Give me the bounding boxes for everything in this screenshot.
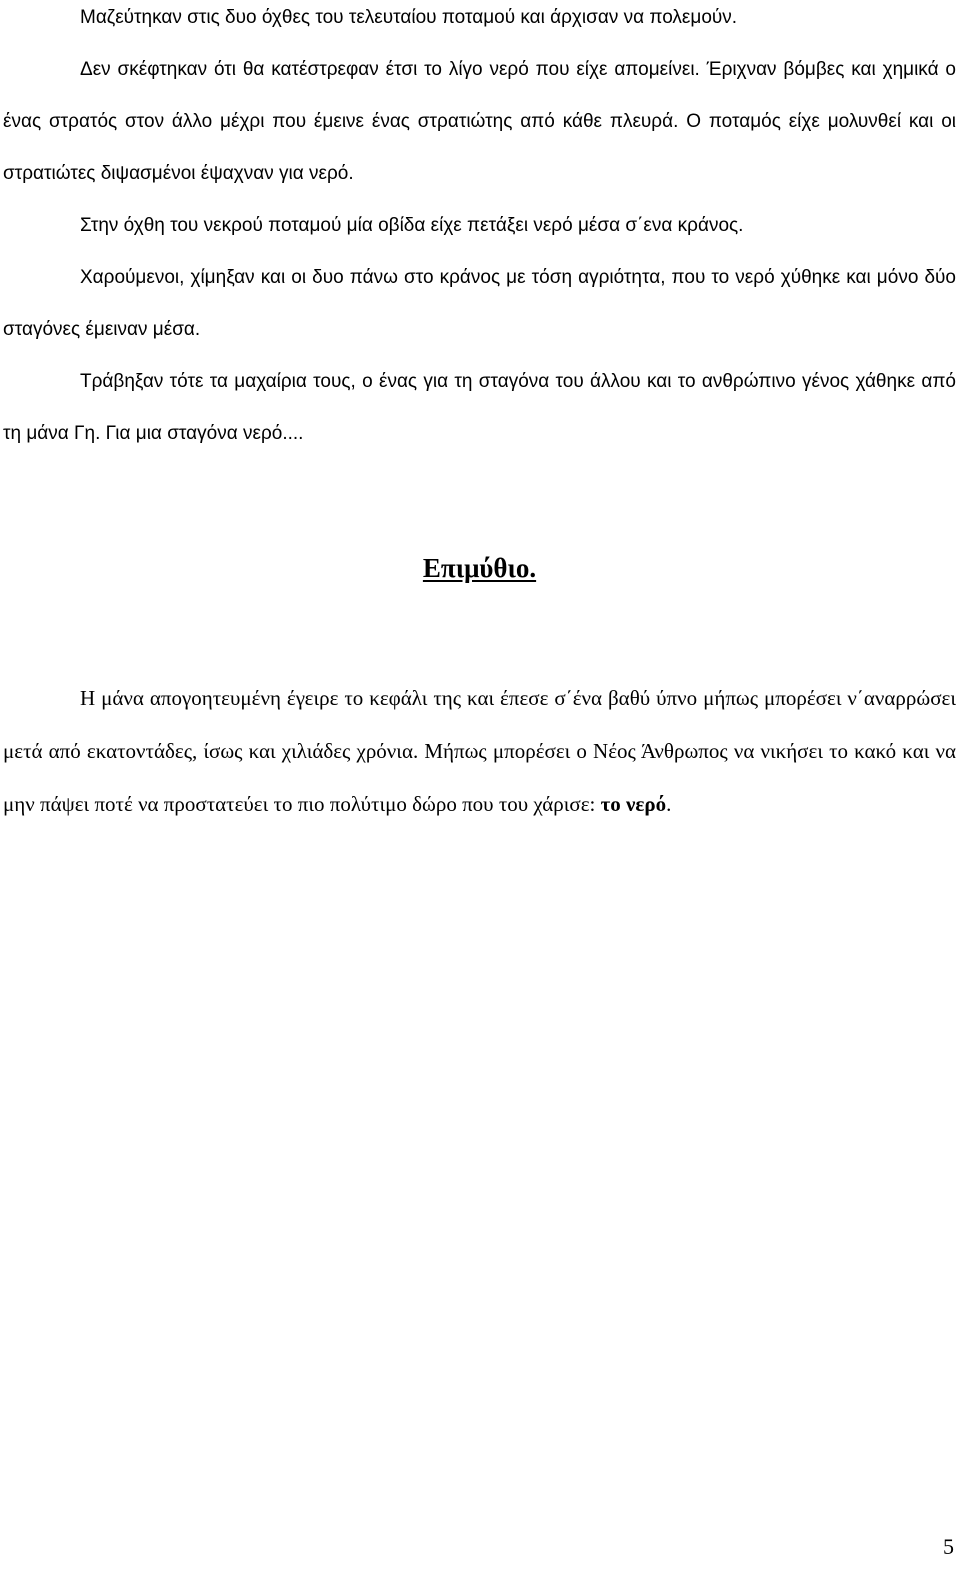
paragraph-5: Τράβηξαν τότε τα μαχαίρια τους, ο ένας για τη σταγόνα του άλλου και το ανθρώπινο γένος χάθηκε από τη μάνα Γη. Για μια σταγόνα νερό.... — [3, 371, 956, 444]
spacer — [3, 594, 956, 672]
spacer — [3, 460, 956, 542]
epilogue-end: . — [666, 792, 672, 816]
page-number: 5 — [943, 1534, 954, 1559]
paragraph-3: Στην όχθη του νεκρού ποταμού μία οβίδα είχε πετάξει νερό μέσα σ΄ενα κράνος. — [80, 215, 744, 236]
paragraph-4: Χαρούμενοι, χίμηξαν και οι δυο πάνω στο κράνος με τόση αγριότητα, που το νερό χύθηκε και μόνο δύο σταγόνες έμειναν μέσα. — [3, 267, 956, 340]
document-page — [3, 0, 956, 831]
paragraph-2: Δεν σκέφτηκαν ότι θα κατέστρεφαν έτσι το λίγο νερό που είχε απομείνει. Έριχναν βόμβες και χημικά ο ένας στρατός στον άλλο μέχρι που έμεινε ένας στρατιώτης από κάθε πλευρά. Ο ποταμός είχε μολυνθεί και οι στρατιώτες διψασμένοι έψαχναν για νερό. — [3, 59, 956, 184]
paragraph-1: Μαζεύτηκαν στις δυο όχθες του τελευταίου ποταμού και άρχισαν να πολεμούν. — [80, 7, 738, 28]
epilogue-paragraph — [3, 672, 956, 831]
epilogue-heading: Επιμύθιο. — [422, 553, 537, 583]
epilogue-emphasis: το νερό — [600, 792, 667, 816]
epilogue-body: Η μάνα απογοητευμένη έγειρε το κεφάλι της και έπεσε σ΄ένα βαθύ ύπνο μήπως μπορέσει ν΄αναρρώσει μετά από εκατοντάδες, ίσως και χιλιάδες χρόνια. Μήπως μπορέσει ο Νέος Άνθρωπος να νικήσει το κακό και να μην πάψει ποτέ να προστατεύει το πιο πολύτιμο δώρο που του χάρισε: — [3, 686, 956, 816]
